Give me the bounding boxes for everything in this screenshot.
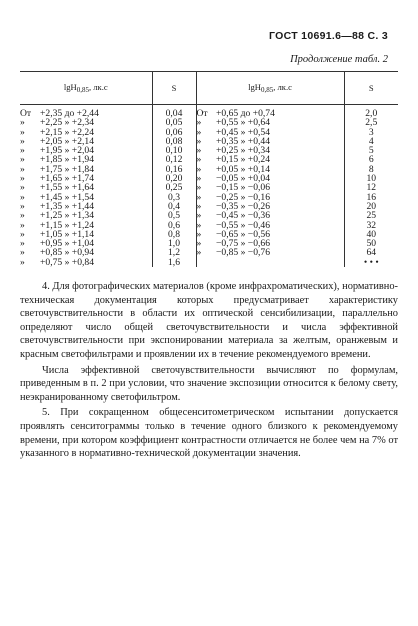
exposure-range-left: +2,25 » +2,34 (40, 117, 94, 129)
sensitivity-value-left: 1,0 (152, 239, 196, 248)
sensitivity-value-right: 8 (344, 165, 398, 174)
sensitivity-value-right: 12 (344, 183, 398, 192)
sensitivity-value-left: 0,10 (152, 146, 196, 155)
exposure-range-left: +0,75 » +0,84 (40, 256, 94, 268)
row-prefix-left: » (20, 200, 25, 212)
exposure-range-right: −0,05 » +0,04 (216, 173, 270, 185)
exposure-range-right: −0,45 » −0,36 (216, 210, 270, 222)
exposure-range-right: +0,35 » +0,44 (216, 135, 270, 147)
sensitivity-value-left: 0,6 (152, 221, 196, 230)
sensitivity-value-left: 0,8 (152, 230, 196, 239)
table-continuation-label: Продолжение табл. 2 (290, 54, 388, 65)
body-text (20, 280, 398, 463)
row-prefix-right: » (196, 202, 216, 211)
exposure-range-right: −0,15 » −0,06 (216, 182, 270, 194)
row-prefix-left: » (20, 191, 25, 203)
row-prefix-right: » (196, 128, 216, 137)
sensitivity-value-left: 1,6 (152, 258, 196, 267)
sensitivity-value-left: 0,04 (152, 105, 196, 119)
paragraph-4: 4. Для фотографических материалов (кроме инфрахроматических), нормативно-техническая документация которых предусматривает характеристику светочувствительности в области их оптической сенсибилизации, параллельно определяют число общей светочувствительности и числа эффективной светочувствительности при экспонировании материала за желтым, оранжевым и красным светофильтрами и проявлении их в течение рекомендуемого времени. (20, 281, 398, 360)
row-prefix-right: » (196, 155, 216, 164)
sensitivity-value-right: 40 (344, 230, 398, 239)
row-prefix-right: » (196, 248, 216, 257)
sensitivity-value-right: 50 (344, 239, 398, 248)
sensitivity-value-left: 1,2 (152, 248, 196, 257)
exposure-range-left: +1,95 » +2,04 (40, 145, 94, 157)
exposure-range-left: +2,15 » +2,24 (40, 126, 94, 138)
sensitivity-value-right: 4 (344, 137, 398, 146)
exposure-range-right: −0,65 » −0,56 (216, 228, 270, 240)
sensitivity-value-left: 0,5 (152, 211, 196, 220)
paragraph-5: 5. При сокращенном общесенситометрическом испытании допускается проявлять сенситограммы только в течение одного близкого к рекомендуемому времени, при котором коэффициент контрастности отличается не более чем на 7% от указанного в нормативно-технической документации значения. (20, 407, 398, 460)
exposure-range-right: −0,35 » −0,26 (216, 200, 270, 212)
exposure-range-left: +1,15 » +1,24 (40, 219, 94, 231)
exposure-range-left: +0,95 » +1,04 (40, 238, 94, 250)
row-prefix-right: » (196, 239, 216, 248)
exposure-sensitivity-table (20, 71, 398, 267)
paragraph-effective-sensitivity: Числа эффективной светочувствительности вычисляют по формулам, приведенным в п. 2 при условии, что значение экспозиции относится к белому свету, неэкранированному светофильтром. (20, 364, 398, 403)
row-prefix-left: » (20, 135, 25, 147)
exposure-range-right: −0,75 » −0,66 (216, 238, 270, 250)
row-prefix-right: От (196, 105, 216, 119)
sensitivity-value-right: 16 (344, 193, 398, 202)
sensitivity-value-left: 0,05 (152, 118, 196, 127)
row-prefix-left: » (20, 126, 25, 138)
sensitivity-value-left: 0,4 (152, 202, 196, 211)
row-prefix-left: » (20, 154, 25, 166)
sensitivity-value-right: • • • (344, 258, 398, 267)
exposure-range-right: −0,85 » −0,76 (216, 247, 270, 259)
row-prefix-right: » (196, 165, 216, 174)
sensitivity-value-left: 0,25 (152, 183, 196, 192)
exposure-range-right: +0,15 » +0,24 (216, 154, 270, 166)
sensitivity-value-right: 32 (344, 221, 398, 230)
sensitivity-value-right: 5 (344, 146, 398, 155)
row-prefix-right: » (196, 211, 216, 220)
exposure-range-left: +1,65 » +1,74 (40, 173, 94, 185)
sensitivity-value-right: 25 (344, 211, 398, 220)
exposure-range-left: +1,25 » +1,34 (40, 210, 94, 222)
exposure-range-right: +0,65 до +0,74 (216, 108, 275, 119)
row-prefix-left: » (20, 173, 25, 185)
exposure-range-right: −0,55 » −0,46 (216, 219, 270, 231)
sensitivity-value-right: 6 (344, 155, 398, 164)
header-lgh-right: lgH$_{0,85}$, лк.с (196, 72, 344, 105)
exposure-range-left: +2,05 » +2,14 (40, 135, 94, 147)
row-prefix-right: » (196, 118, 216, 127)
page-header: ГОСТ 10691.6—88 С. 3 (269, 30, 388, 42)
exposure-range-right: −0,25 » −0,16 (216, 191, 270, 203)
exposure-range-right: +0,25 » +0,34 (216, 145, 270, 157)
exposure-range-left: +1,85 » +1,94 (40, 154, 94, 166)
row-prefix-right: » (196, 193, 216, 202)
exposure-range-right: +0,55 » +0,64 (216, 117, 270, 129)
sensitivity-value-left: 0,20 (152, 174, 196, 183)
header-lgh-left: lgH$_{0,85}$, лк.с (20, 72, 152, 105)
row-prefix-left: » (20, 210, 25, 222)
row-prefix-right: » (196, 221, 216, 230)
exposure-range-left: +0,85 » +0,94 (40, 247, 94, 259)
row-prefix-right (196, 258, 216, 267)
exposure-range-right: +0,45 » +0,54 (216, 126, 270, 138)
sensitivity-value-right: 3 (344, 128, 398, 137)
sensitivity-value-right: 64 (344, 248, 398, 257)
sensitivity-value-right: 2,5 (344, 118, 398, 127)
row-prefix-left: » (20, 145, 25, 157)
row-prefix-left: » (20, 182, 25, 194)
header-s-left: S (152, 72, 196, 105)
row-prefix-left: » (20, 117, 25, 129)
sensitivity-value-left: 0,12 (152, 155, 196, 164)
row-prefix-left: От (20, 108, 32, 119)
row-prefix-left: » (20, 163, 25, 175)
exposure-range-right (216, 258, 344, 267)
table-body (20, 105, 398, 268)
table-row (20, 258, 398, 267)
exposure-range-left: +1,05 » +1,14 (40, 228, 94, 240)
sensitivity-value-left: 0,06 (152, 128, 196, 137)
sensitivity-value-right: 2,0 (344, 105, 398, 119)
row-prefix-left: » (20, 247, 25, 259)
exposure-range-left: +1,55 » +1,64 (40, 182, 94, 194)
header-s-right: S (344, 72, 398, 105)
row-prefix-right: » (196, 146, 216, 155)
row-prefix-right: » (196, 230, 216, 239)
sensitivity-value-right: 20 (344, 202, 398, 211)
sensitivity-value-left: 0,16 (152, 165, 196, 174)
exposure-range-left: +1,35 » +1,44 (40, 200, 94, 212)
row-prefix-right: » (196, 174, 216, 183)
row-prefix-left: » (20, 228, 25, 240)
row-prefix-right: » (196, 183, 216, 192)
sensitivity-value-left: 0,3 (152, 193, 196, 202)
sensitivity-value-right: 10 (344, 174, 398, 183)
table-row (20, 105, 398, 119)
exposure-range-right: +0,05 » +0,14 (216, 163, 270, 175)
row-prefix-right: » (196, 137, 216, 146)
exposure-range-left: +1,75 » +1,84 (40, 163, 94, 175)
exposure-range-left: +1,45 » +1,54 (40, 191, 94, 203)
exposure-range-left: +2,35 до +2,44 (40, 108, 99, 119)
sensitivity-value-left: 0,08 (152, 137, 196, 146)
row-prefix-left: » (20, 238, 25, 250)
row-prefix-left: » (20, 219, 25, 231)
row-prefix-left: » (20, 256, 25, 268)
